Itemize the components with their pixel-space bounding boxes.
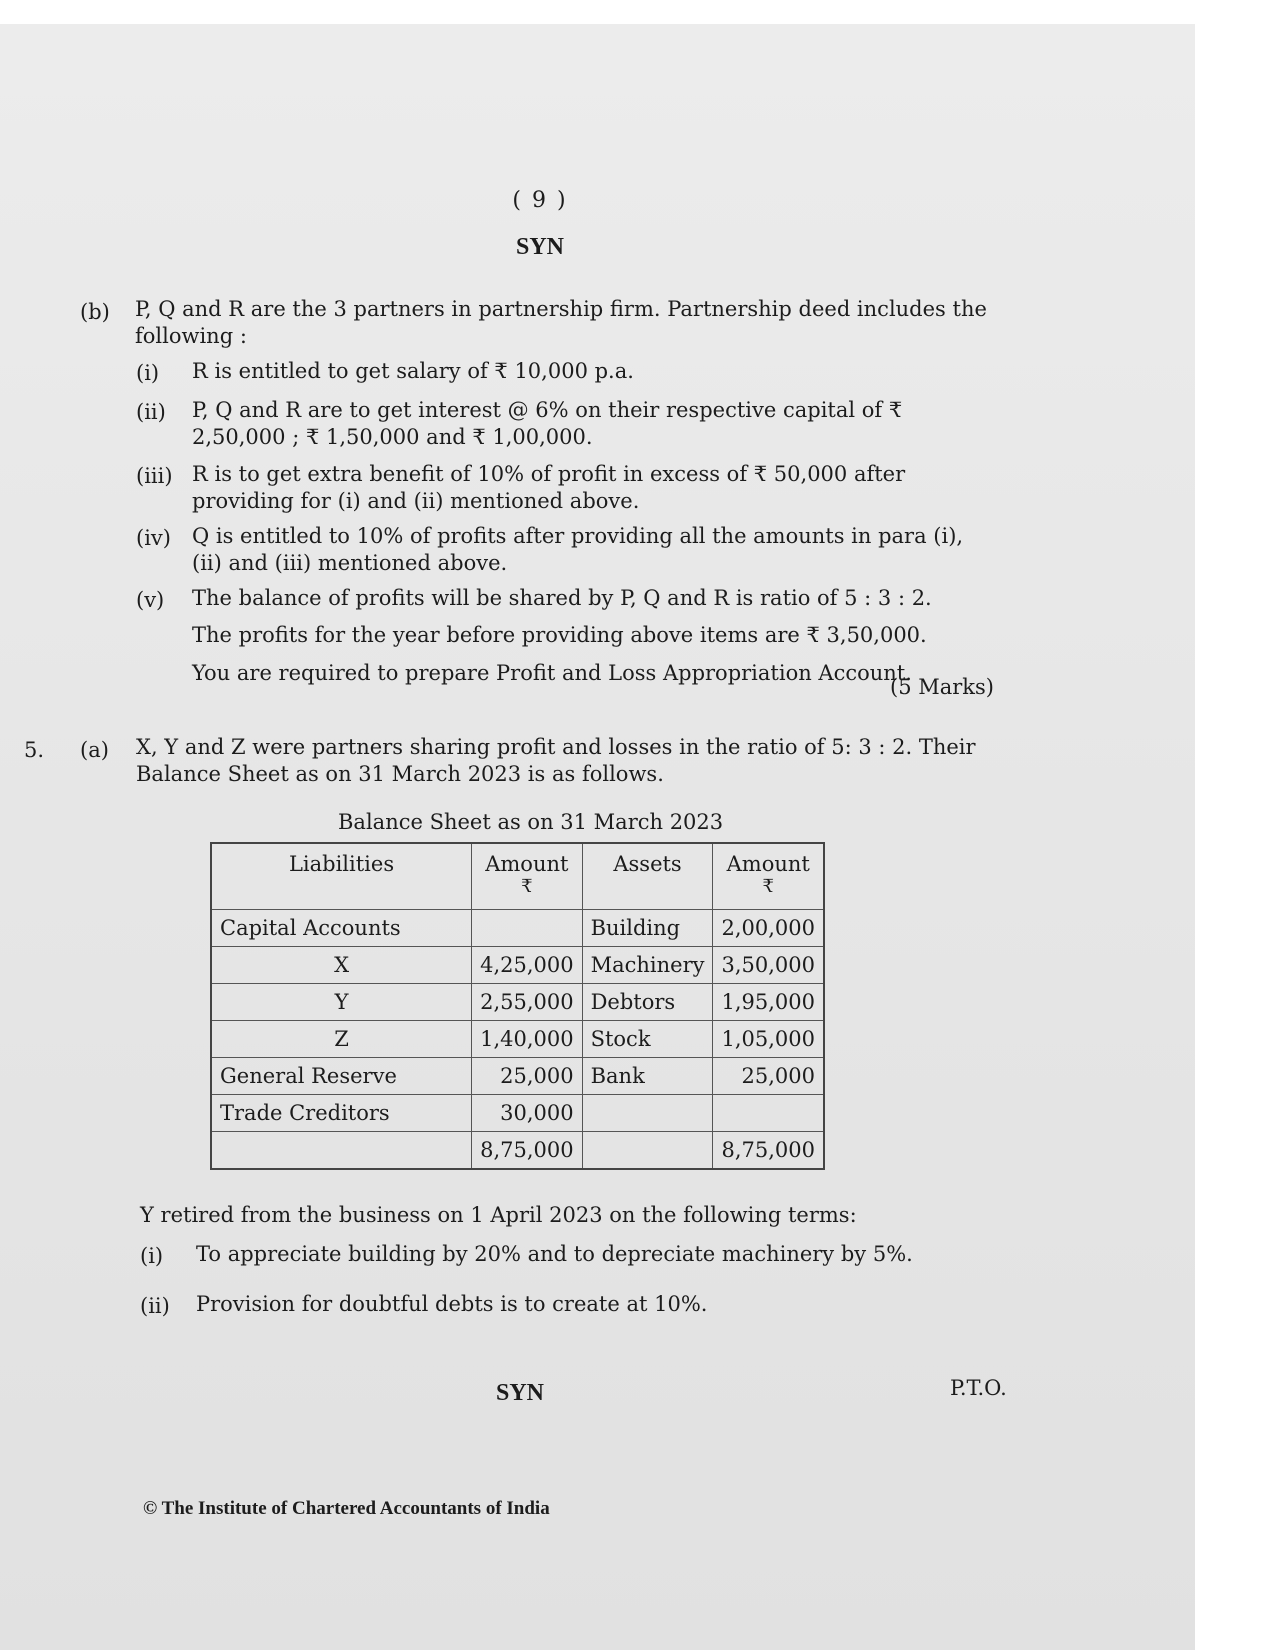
footer-code: SYN bbox=[495, 1380, 544, 1406]
q4b-item-num: (i) bbox=[136, 361, 160, 385]
q5a-label: (a) bbox=[80, 738, 109, 762]
total-liabilities-amount: 8,75,000 bbox=[472, 1132, 583, 1170]
retire-line: Y retired from the business on 1 April 2023 on the following terms: bbox=[140, 1203, 857, 1227]
liability-amount-cell: 25,000 bbox=[472, 1058, 583, 1095]
asset-cell: Bank bbox=[582, 1058, 713, 1095]
q4b-item-num: (iii) bbox=[136, 464, 173, 488]
page-number: ( 9 ) bbox=[512, 188, 568, 213]
table-row bbox=[211, 947, 824, 984]
asset-amount-cell bbox=[713, 1095, 824, 1132]
liability-amount-cell: 30,000 bbox=[472, 1095, 583, 1132]
total-liability-cell bbox=[211, 1132, 472, 1170]
asset-cell: Debtors bbox=[582, 984, 713, 1021]
total-assets-amount: 8,75,000 bbox=[713, 1132, 824, 1170]
q4b-intro: P, Q and R are the 3 partners in partnership firm. Partnership deed includes the following : bbox=[135, 297, 987, 348]
header-amount-assets: Amount ₹ bbox=[713, 843, 824, 910]
table-row bbox=[211, 1058, 824, 1095]
liability-cell: Trade Creditors bbox=[211, 1095, 472, 1132]
asset-cell: Machinery bbox=[582, 947, 713, 984]
q4b-marks: (5 Marks) bbox=[890, 675, 994, 699]
liability-cell: X bbox=[211, 947, 472, 984]
asset-cell: Stock bbox=[582, 1021, 713, 1058]
q4b-item-num: (iv) bbox=[136, 526, 171, 550]
total-asset-cell bbox=[582, 1132, 713, 1170]
table-row bbox=[211, 1095, 824, 1132]
header-amount-liabilities: Amount ₹ bbox=[472, 843, 583, 910]
table-header-row bbox=[211, 843, 824, 910]
term-num: (i) bbox=[140, 1244, 164, 1268]
pto-label: P.T.O. bbox=[950, 1376, 1007, 1400]
liability-cell: Y bbox=[211, 984, 472, 1021]
liability-amount-cell: 1,40,000 bbox=[472, 1021, 583, 1058]
liability-amount-cell: 2,55,000 bbox=[472, 984, 583, 1021]
asset-amount-cell: 1,95,000 bbox=[713, 984, 824, 1021]
q4b-item-text: The balance of profits will be shared by P, Q and R is ratio of 5 : 3 : 2. bbox=[192, 586, 932, 610]
term-text: Provision for doubtful debts is to create at 10%. bbox=[196, 1292, 708, 1316]
liability-amount-cell: 4,25,000 bbox=[472, 947, 583, 984]
table-row bbox=[211, 910, 824, 947]
asset-cell bbox=[582, 1095, 713, 1132]
balance-sheet-title: Balance Sheet as on 31 March 2023 bbox=[338, 810, 724, 834]
q5-number: 5. bbox=[24, 738, 45, 762]
q4b-profits-line: The profits for the year before providing above items are ₹ 3,50,000. bbox=[192, 623, 927, 647]
asset-amount-cell: 25,000 bbox=[713, 1058, 824, 1095]
liability-amount-cell bbox=[472, 910, 583, 947]
table-row bbox=[211, 984, 824, 1021]
liability-cell: Capital Accounts bbox=[211, 910, 472, 947]
asset-amount-cell: 2,00,000 bbox=[713, 910, 824, 947]
asset-cell: Building bbox=[582, 910, 713, 947]
table-total-row bbox=[211, 1132, 824, 1170]
q4b-item-text: P, Q and R are to get interest @ 6% on their respective capital of ₹ 2,50,000 ; ₹ 1,50,000 and ₹ 1,00,000. bbox=[192, 398, 903, 449]
term-num: (ii) bbox=[140, 1294, 170, 1318]
q4b-item-num: (ii) bbox=[136, 400, 166, 424]
q4b-item-num: (v) bbox=[136, 588, 165, 612]
copyright-notice: © The Institute of Chartered Accountants of India bbox=[143, 1498, 550, 1519]
q4b-label: (b) bbox=[80, 300, 110, 324]
liability-cell: Z bbox=[211, 1021, 472, 1058]
q4b-item-text: R is entitled to get salary of ₹ 10,000 p.a. bbox=[192, 359, 634, 383]
header-code: SYN bbox=[515, 234, 564, 260]
asset-amount-cell: 3,50,000 bbox=[713, 947, 824, 984]
table-row bbox=[211, 1021, 824, 1058]
q4b-item-text: Q is entitled to 10% of profits after providing all the amounts in para (i), (ii) and (iii) mentioned above. bbox=[192, 524, 964, 575]
liability-cell: General Reserve bbox=[211, 1058, 472, 1095]
exam-page bbox=[0, 24, 1195, 1650]
header-assets: Assets bbox=[582, 843, 713, 910]
q4b-required-line: You are required to prepare Profit and Loss Appropriation Account. bbox=[192, 661, 912, 685]
header-liabilities: Liabilities bbox=[211, 843, 472, 910]
q4b-item-text: R is to get extra benefit of 10% of profit in excess of ₹ 50,000 after providing for (i) and (ii) mentioned above. bbox=[192, 462, 906, 513]
term-text: To appreciate building by 20% and to depreciate machinery by 5%. bbox=[196, 1242, 913, 1266]
q5a-intro: X, Y and Z were partners sharing profit and losses in the ratio of 5: 3 : 2. Their Balance Sheet as on 31 March 2023 is as follows. bbox=[136, 735, 976, 786]
balance-sheet-table bbox=[210, 842, 825, 1170]
asset-amount-cell: 1,05,000 bbox=[713, 1021, 824, 1058]
